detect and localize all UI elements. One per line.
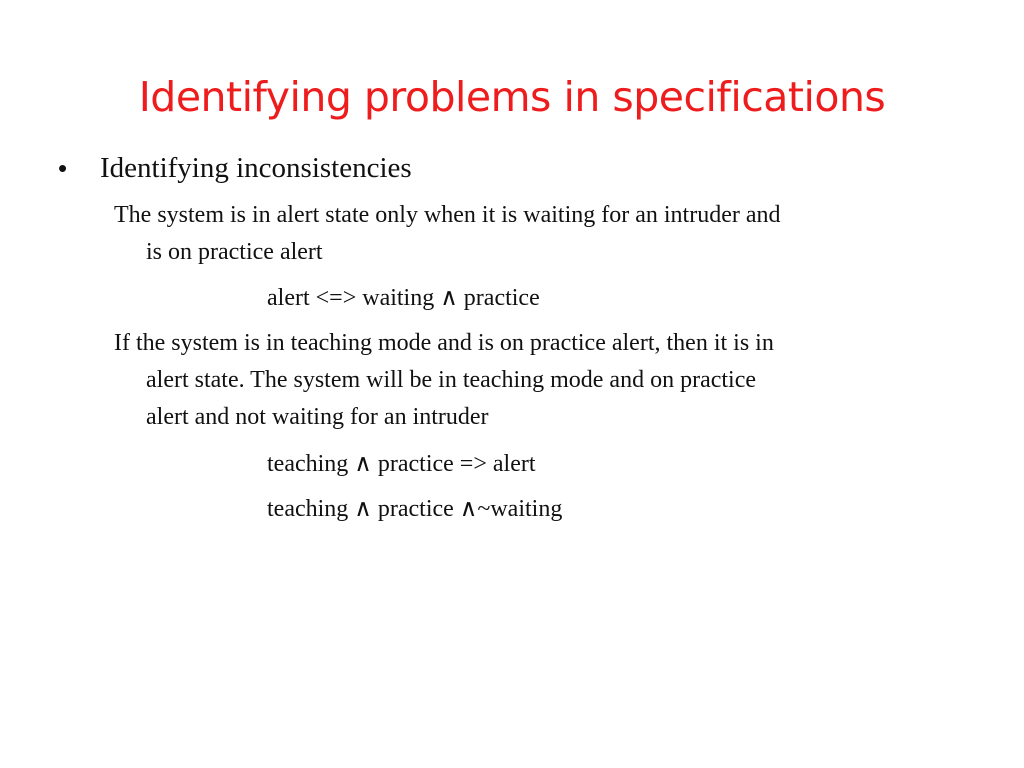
paragraph-line: alert and not waiting for an intruder: [146, 404, 489, 430]
paragraph-line: alert state. The system will be in teaching mode and on practice: [146, 367, 757, 393]
bullet-label: Identifying inconsistencies: [100, 152, 412, 184]
slide-title: Identifying problems in specifications: [138, 73, 886, 121]
paragraph-line: The system is in alert state only when it is waiting for an intruder and: [114, 202, 781, 228]
paragraph-teaching-mode: [114, 325, 974, 436]
formula-teaching-implies-alert: teaching ∧ practice => alert: [267, 451, 536, 477]
bullet-marker: •: [58, 153, 68, 183]
paragraph-line: If the system is in teaching mode and is on practice alert, then it is in: [114, 330, 774, 356]
paragraph-alert-state: [114, 197, 974, 271]
formula-alert-equivalence: alert <=> waiting ∧ practice: [267, 285, 540, 311]
paragraph-line: is on practice alert: [146, 239, 323, 265]
formula-teaching-not-waiting: teaching ∧ practice ∧~waiting: [267, 496, 563, 522]
